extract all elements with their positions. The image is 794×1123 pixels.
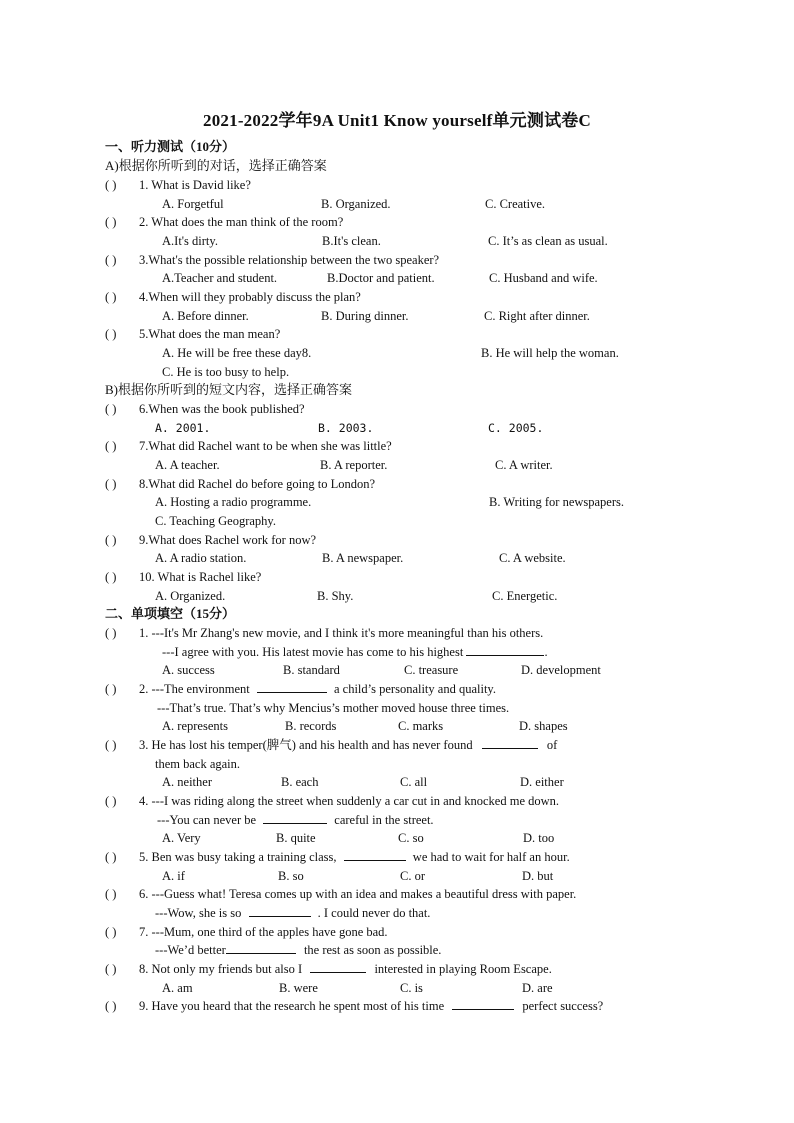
section-heading-single-choice: 二、单项填空（15分） [105,606,236,621]
answer-blank[interactable]: ( ) [105,533,117,547]
option-b: B. 2003. [318,421,374,435]
option-d: D. either [520,775,564,789]
answer-blank[interactable]: ( ) [105,887,117,901]
option-c: C. 2005. [488,421,544,435]
fill-blank[interactable] [263,811,327,824]
question-text-end: perfect success? [522,999,604,1013]
option-a: A. Before dinner. [162,309,249,323]
question-text: ---You can never be [157,813,257,827]
question-text-end: careful in the street. [334,813,434,827]
part-b-label: B)根据你所听到的短文内容，选择正确答案 [105,382,353,397]
option-d: D. but [522,869,554,883]
option-d: D. development [521,663,601,677]
answer-blank[interactable]: ( ) [105,477,117,491]
option-b: B. Writing for newspapers. [489,495,625,509]
section-heading-listening: 一、听力测试（10分） [105,139,236,154]
fill-blank[interactable] [466,643,544,656]
option-a: A. A teacher. [155,458,220,472]
option-a: A. He will be free these day8. [162,346,312,360]
option-c: C. Energetic. [492,589,558,603]
option-c: C. Right after dinner. [484,309,590,323]
question-text: 9.What does Rachel work for now? [139,533,317,547]
question-text: 8. Not only my friends but also I [139,962,303,976]
question-text-end: interested in playing Room Escape. [374,962,552,976]
question-text: 1. ---It's Mr Zhang's new movie, and I think it's more meaningful than his others. [139,626,544,640]
answer-blank[interactable]: ( ) [105,999,117,1013]
fill-blank[interactable] [452,997,514,1010]
question-text: 5. Ben was busy taking a training class, [139,850,337,864]
answer-blank[interactable]: ( ) [105,327,117,341]
answer-blank[interactable]: ( ) [105,962,117,976]
option-a: A. Very [162,831,201,845]
option-c: C. so [398,831,424,845]
option-b: B. A reporter. [320,458,388,472]
option-b: B.Doctor and patient. [327,271,435,285]
option-c: C. or [400,869,425,883]
option-a: A. neither [162,775,212,789]
option-b: B. quite [276,831,316,845]
option-d: D. too [523,831,555,845]
option-b: B. each [281,775,319,789]
answer-blank[interactable]: ( ) [105,178,117,192]
option-c: C. treasure [404,663,459,677]
question-text: ---I agree with you. His latest movie has come to his highest [162,645,464,659]
option-c: C. He is too busy to help. [162,365,290,379]
question-text: 2. ---The environment [139,682,250,696]
option-b: B. A newspaper. [322,551,404,565]
fill-blank[interactable] [310,960,366,973]
question-text: ---We’d better [155,943,226,957]
option-c: C. is [400,981,423,995]
option-b: B. Organized. [321,197,391,211]
answer-blank[interactable]: ( ) [105,215,117,229]
question-text-end: a child’s personality and quality. [333,682,496,696]
question-text: 9. Have you heard that the research he spent most of his time [139,999,445,1013]
option-b: B. Shy. [317,589,354,603]
fill-blank[interactable] [482,736,538,749]
option-a: A. represents [162,719,228,733]
fill-blank[interactable] [344,848,406,861]
question-text: 5.What does the man mean? [139,327,281,341]
answer-blank[interactable]: ( ) [105,570,117,584]
option-a: A. Forgetful [162,197,224,211]
answer-blank[interactable]: ( ) [105,850,117,864]
option-a: A. 2001. [155,421,211,435]
question-text: 2. What does the man think of the room? [139,215,344,229]
fill-blank[interactable] [249,904,311,917]
question-text: them back again. [155,757,241,771]
option-c: C. It’s as clean as usual. [488,234,608,248]
question-text-end: of [546,738,558,752]
option-d: D. are [522,981,553,995]
answer-blank[interactable]: ( ) [105,439,117,453]
option-a: A. success [162,663,215,677]
option-a: A. am [162,981,193,995]
question-text: 6.When was the book published? [139,402,305,416]
option-a: A.Teacher and student. [162,271,278,285]
answer-blank[interactable]: ( ) [105,290,117,304]
question-text: 3. He has lost his temper(脾气) and his health and has never found [139,738,473,752]
question-text: ---That’s true. That’s why Mencius’s mother moved house three times. [157,701,510,715]
option-c: C. Creative. [485,197,546,211]
answer-blank[interactable]: ( ) [105,682,117,696]
question-text: 10. What is Rachel like? [139,570,262,584]
option-a: A. A radio station. [155,551,247,565]
option-c: C. Teaching Geography. [155,514,276,528]
option-c: C. A website. [499,551,566,565]
option-c: C. marks [398,719,444,733]
answer-blank[interactable]: ( ) [105,402,117,416]
option-b: B. During dinner. [321,309,409,323]
answer-blank[interactable]: ( ) [105,925,117,939]
question-text: ---Wow, she is so [155,906,242,920]
option-c: C. Husband and wife. [489,271,598,285]
question-text: 4.When will they probably discuss the plan? [139,290,361,304]
fill-blank[interactable] [257,680,327,693]
question-text: 7. ---Mum, one third of the apples have gone bad. [139,925,388,939]
question-text: 4. ---I was riding along the street when suddenly a car cut in and knocked me down. [139,794,560,808]
option-c: C. A writer. [495,458,553,472]
option-d: D. shapes [519,719,568,733]
part-a-label: A)根据你所听到的对话，选择正确答案 [105,158,327,173]
question-text: 7.What did Rachel want to be when she was little? [139,439,392,453]
answer-blank[interactable]: ( ) [105,794,117,808]
option-a: A. Hosting a radio programme. [155,495,312,509]
option-a: A. if [162,869,185,883]
question-text: 3.What's the possible relationship between the two speaker? [139,253,440,267]
question-text: 8.What did Rachel do before going to London? [139,477,376,491]
question-text-end: we had to wait for half an hour. [412,850,570,864]
answer-blank[interactable]: ( ) [105,738,117,752]
option-b: B. were [279,981,318,995]
option-c: C. all [400,775,428,789]
fill-blank[interactable] [226,941,296,954]
option-a: A. Organized. [155,589,226,603]
option-b: B.It's clean. [322,234,381,248]
question-text-end: . I could never do that. [317,906,431,920]
option-b: B. standard [283,663,340,677]
option-a: A.It's dirty. [162,234,218,248]
option-b: B. He will help the woman. [481,346,619,360]
question-text-end: . [544,645,548,659]
option-b: B. records [285,719,337,733]
question-text: 6. ---Guess what! Teresa comes up with an idea and makes a beautiful dress with paper. [139,887,577,901]
question-text: 1. What is David like? [139,178,251,192]
question-text-end: the rest as soon as possible. [303,943,442,957]
answer-blank[interactable]: ( ) [105,253,117,267]
option-b: B. so [278,869,304,883]
page-title: 2021-2022学年9A Unit1 Know yourself单元测试卷C [203,111,591,130]
answer-blank[interactable]: ( ) [105,626,117,640]
